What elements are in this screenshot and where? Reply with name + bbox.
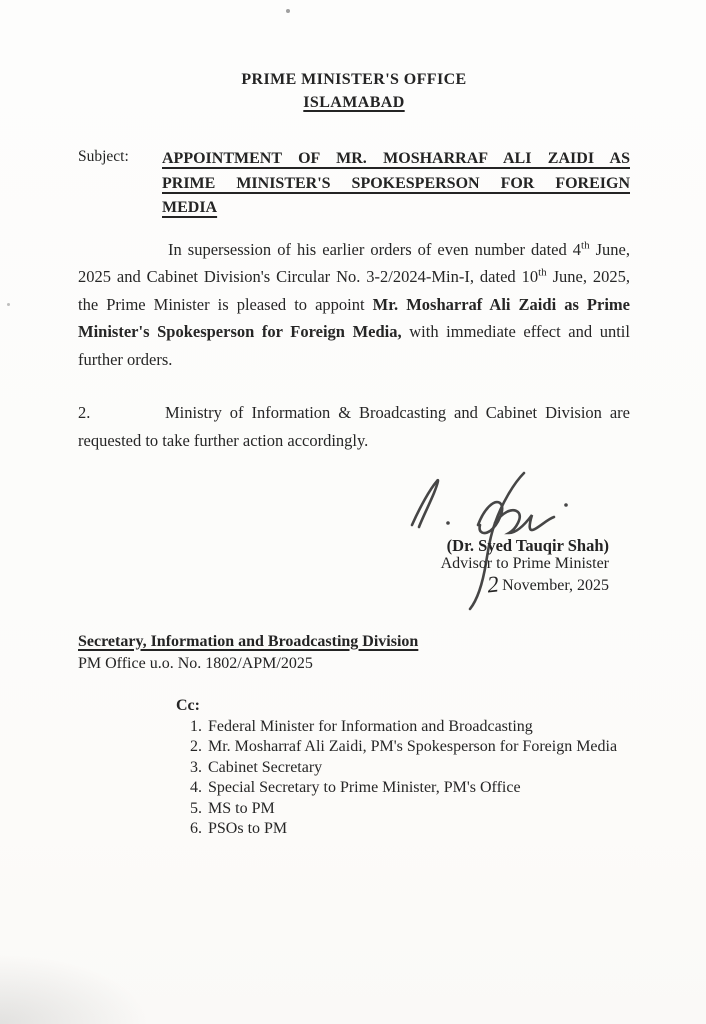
para1-text: June, 2025, the Prime Minister is pleased to appoint xyxy=(78,267,630,314)
paragraph-number: 2. xyxy=(78,403,91,422)
paragraph-1 xyxy=(78,236,630,374)
para1-text: with immediate effect and until further orders. xyxy=(78,322,630,369)
letterhead-office: PRIME MINISTER'S OFFICE xyxy=(241,71,467,88)
ordinal-suffix: th xyxy=(581,239,590,251)
para2-text: Ministry of Information & Broadcasting and Cabinet Division are requested to take further action accordingly. xyxy=(78,403,630,450)
appointee-emphasis: Mr. Mosharraf Ali Zaidi as Prime Minister's Spokesperson for Foreign Media, xyxy=(78,294,630,341)
para1-text: June, 2025 and Cabinet Division's Circular No. 3-2/2024-Min-I, dated 10 xyxy=(78,239,631,286)
cc-item: 2. Mr. Mosharraf Ali Zaidi, PM's Spokesperson for Foreign Media xyxy=(206,737,630,758)
subject-line: MEDIA xyxy=(162,199,218,216)
ordinal-suffix: th xyxy=(538,266,547,279)
scan-artifact-dot xyxy=(286,9,290,13)
addressee-line: Secretary, Information and Broadcasting Division xyxy=(78,632,419,650)
subject-line: PRIME MINISTER'S SPOKESPERSON FOR FOREIGN xyxy=(162,174,630,192)
paragraph-2 xyxy=(78,399,630,454)
subject-text xyxy=(162,147,630,221)
signatory-title: Advisor to Prime Minister xyxy=(440,555,609,572)
cc-item: 3. Cabinet Secretary xyxy=(206,758,630,779)
reference-number: PM Office u.o. No. 1802/APM/2025 xyxy=(78,654,313,672)
cc-item: 5. MS to PM xyxy=(206,799,630,820)
scan-corner-shadow xyxy=(0,954,150,1024)
letterhead-city: ISLAMABAD xyxy=(303,94,405,111)
signatory-name: (Dr. Syed Tauqir Shah) xyxy=(446,535,609,555)
scan-artifact-dot xyxy=(7,303,10,306)
signature-date xyxy=(78,570,609,598)
signatory-details xyxy=(78,471,609,596)
date-text: November, 2025 xyxy=(502,576,609,594)
handwritten-day: 2 xyxy=(485,570,500,598)
cc-item: 6. PSOs to PM xyxy=(206,819,630,840)
cc-item: 4. Special Secretary to Prime Minister, PM's Office xyxy=(206,778,630,799)
cc-item: 1. Federal Minister for Information and Broadcasting xyxy=(206,717,630,738)
subject-line: APPOINTMENT OF MR. MOSHARRAF ALI ZAIDI AS xyxy=(162,150,630,167)
cc-list xyxy=(176,717,630,841)
subject-label: Subject: xyxy=(78,148,129,165)
letterhead xyxy=(78,68,630,114)
cc-label: Cc: xyxy=(176,696,200,714)
subject-row xyxy=(78,147,630,221)
cc-block xyxy=(176,697,630,841)
signature-block xyxy=(78,471,630,629)
para1-text: In supersession of his earlier orders of even number dated 4 xyxy=(168,239,582,259)
